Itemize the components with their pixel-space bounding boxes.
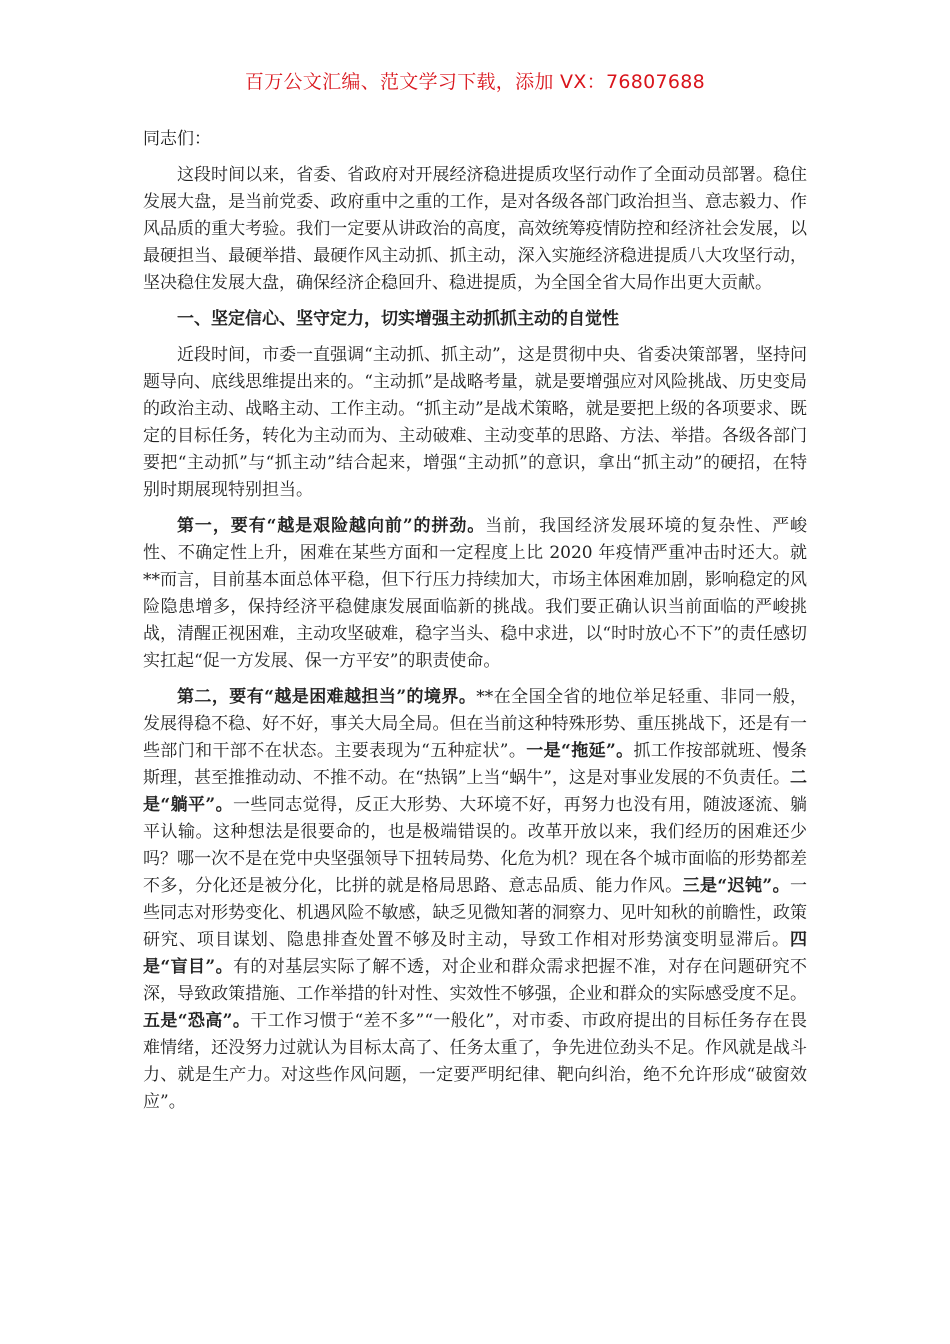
- paragraph-intro: 这段时间以来，省委、省政府对开展经济稳进提质攻坚行动作了全面动员部署。稳住发展大盘，是当前党委、政府重中之重的工作，是对各级各部门政治担当、意志毅力、作风品质的重大考验。我们一定要从讲政治的高度，高效统筹疫情防控和经济社会发展，以最硬担当、最硬举措、最硬作风主动抓、抓主动，深入实施经济稳进提质八大攻坚行动，坚决稳住发展大盘，确保经济企稳回升、稳进提质，为全国全省大局作出更大贡献。: [143, 165, 807, 293]
- first-point-lead: 第一，要有“越是艰险越向前”的拼劲。: [177, 516, 486, 536]
- second-point-text-5: 有的对基层实际了解不透，对企业和群众需求把握不准，对存在问题研究不深，导致政策措施、工作举措的针对性、实效性不够强，企业和群众的实际感受度不足。: [143, 957, 807, 1004]
- second-point-text-4: 一些同志对形势变化、机遇风险不敏感，缺乏见微知著的洞察力、见叶知秋的前瞻性，政策研究、项目谋划、隐患排查处置不够及时主动，导致工作相对形势演变明显滞后。: [143, 876, 807, 950]
- document-body: [143, 126, 807, 1125]
- first-point-body: 当前，我国经济发展环境的复杂性、严峻性、不确定性上升，困难在某些方面和一定程度上比 2020 年疫情严重冲击时还大。就**而言，目前基本面总体平稳，但下行压力持续加大，市场主体困难加剧，影响稳定的风险隐患增多，保持经济平稳健康发展面临新的挑战。我们要正确认识当前面临的严峻挑战，清醒正视困难，主动攻坚破难，稳字当头、稳中求进，以“时时放心不下”的责任感切实扛起“促一方发展、保一方平安”的职责使命。: [143, 516, 808, 671]
- paragraph-active-grasp: 近段时间，市委一直强调“主动抓、抓主动”，这是贯彻中央、省委决策部署，坚持问题导向、底线思维提出来的。“主动抓”是战略考量，就是要增强应对风险挑战、历史变局的政治主动、战略主动、工作主动。“抓主动”是战术策略，就是要把上级的各项要求、既定的目标任务，转化为主动而为、主动破难、主动变革的思路、方法、举措。各级各部门要把“主动抓”与“抓主动”结合起来，增强“主动抓”的意识，拿出“抓主动”的硬招，在特别时期展现特别担当。: [143, 345, 807, 500]
- paragraph-second-point: [143, 684, 807, 1116]
- section-heading-1: 一、坚定信心、坚守定力，切实增强主动抓抓主动的自觉性: [177, 309, 619, 329]
- salutation: 同志们：: [143, 129, 211, 149]
- watermark-header: 百万公文汇编、范文学习下载，添加 VX：76807688: [244, 71, 706, 93]
- second-point-text-3: 一些同志觉得，反正大形势、大环境不好，再努力也没有用，随波逐流、躺平认输。这种想法是很要命的，也是极端错误的。改革开放以来，我们经历的困难还少吗？哪一次不是在党中央坚强领导下扭转局势、化危为机？现在各个城市面临的形势都差不多，分化还是被分化，比拼的就是格局思路、意志品质、能力作风。: [143, 795, 807, 896]
- symptom-4-label: 四是“盲目”。: [143, 930, 807, 977]
- paragraph-first-point: [143, 513, 807, 675]
- second-point-text-1: **在全国全省的地位举足轻重、非同一般，发展得稳不稳、好不好，事关大局全局。但在当前这种特殊形势、重压挑战下，还是有一些部门和干部不在状态。主要表现为“五种症状”。: [143, 687, 807, 761]
- symptom-2-label: 二是“躺平”。: [143, 768, 807, 815]
- symptom-3-label: 三是“迟钝”。: [682, 876, 790, 896]
- symptom-5-label: 五是“恐高”。: [143, 1011, 251, 1031]
- second-point-text-2: 抓工作按部就班、慢条斯理，甚至推推动动、不推不动。在“热锅”上当“蜗牛”，这是对事业发展的不负责任。: [143, 741, 808, 788]
- symptom-1-label: 一是“拖延”。: [526, 741, 634, 761]
- second-point-text-6: 干工作习惯于“差不多”“一般化”，对市委、市政府提出的目标任务存在畏难情绪，还没努力过就认为目标太高了、任务太重了，争先进位劲头不足。作风就是战斗力、就是生产力。对这些作风问题，一定要严明纪律、靶向纠治，绝不允许形成“破窗效应”。: [143, 1011, 808, 1112]
- second-point-lead: 第二，要有“越是困难越担当”的境界。: [177, 687, 477, 707]
